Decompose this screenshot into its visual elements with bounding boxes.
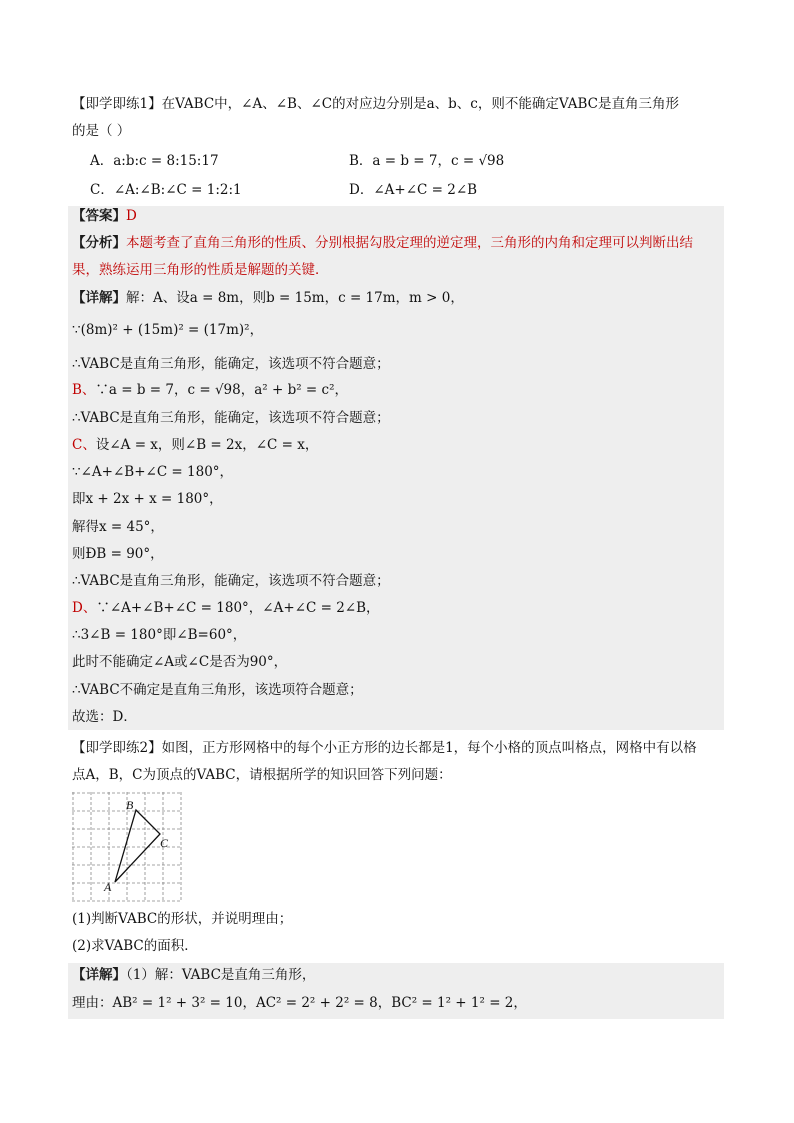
solution-line-08: 即x + 2x + x = 180°， (72, 491, 223, 507)
solution-line-15: ∴VABC不确定是直角三角形，该选项符合题意； (72, 682, 363, 698)
vertex-label-b: B (126, 798, 134, 812)
vertex-label-a: A (104, 880, 112, 894)
question2-line2: 点A，B，C为顶点的VABC，请根据所学的知识回答下列问题： (72, 767, 452, 783)
solution-line-02: ∵(8m)² + (15m)² = (17m)²， (72, 322, 264, 338)
option-d: D．∠A+∠C = 2∠B (349, 182, 478, 198)
solution-line-05: ∴VABC是直角三角形，能确定，该选项不符合题意； (72, 410, 390, 426)
case-d-label: D、 (72, 600, 97, 616)
analysis-tag: 【分析】 (72, 235, 126, 251)
triangle-abc (115, 810, 160, 882)
answer-value: D (126, 208, 137, 224)
question2-line1: 【即学即练2】如图，正方形网格中的每个小正方形的边长都是1，每个小格的顶点叫格点，网格中有以格 (72, 740, 697, 756)
case-b-text: ∵a = b = 7，c = √98，a² + b² = c²， (95, 382, 348, 398)
option-a: A．a:b:c = 8:15:17 (90, 153, 219, 169)
solution-line-13: ∴3∠B = 180°即∠B=60°， (72, 627, 247, 643)
analysis-line2: 果，熟练运用三角形的性质是解题的关键． (72, 262, 329, 278)
solution-line-11: ∴VABC是直角三角形，能确定，该选项不符合题意； (72, 573, 390, 589)
answer-line (72, 206, 137, 226)
solution-line-06 (72, 435, 318, 455)
solution2-line2: 理由：AB² = 1² + 3² = 10，AC² = 2² + 2² = 8，BC² = 1² + 1² = 2， (72, 995, 527, 1011)
case-c-text: 设∠A = x，则∠B = 2x，∠C = x， (95, 437, 319, 453)
solution-line-14: 此时不能确定∠A或∠C是否为90°， (72, 654, 288, 670)
detail-line (72, 288, 464, 308)
solution-line-12 (72, 598, 380, 618)
detail2-tag: 【详解】 (72, 967, 126, 983)
answer-tag: 【答案】 (72, 208, 126, 224)
solution-line-03: ∴VABC是直角三角形，能确定，该选项不符合题意； (72, 356, 390, 372)
analysis-line1 (72, 233, 693, 253)
question2-sub2: (2)求VABC的面积． (72, 938, 198, 954)
solution-line-09: 解得x = 45°， (72, 519, 164, 535)
solution-line-04 (72, 380, 348, 400)
question2-sub1: (1)判断VABC的形状，并说明理由； (72, 911, 293, 927)
solution2-text1: （1）解：VABC是直角三角形， (126, 967, 316, 983)
option-c: C．∠A:∠B:∠C = 1:2:1 (90, 182, 242, 198)
detail-tag: 【详解】 (72, 290, 126, 306)
solution-line-16: 故选：D． (72, 709, 137, 725)
option-b: B．a = b = 7，c = √98 (349, 153, 505, 169)
case-c-label: C、 (72, 437, 96, 453)
detail-text: 解：A、设a = 8m，则b = 15m，c = 17m，m > 0， (126, 290, 464, 306)
vertex-label-c: C (160, 836, 169, 850)
solution-line-07: ∵∠A+∠B+∠C = 180°， (72, 464, 234, 480)
analysis-text1: 本题考查了直角三角形的性质、分别根据勾股定理的逆定理，三角形的内角和定理可以判断出结 (126, 235, 693, 251)
grid-triangle-figure (72, 792, 184, 906)
question1-line1: 【即学即练1】在VABC中，∠A、∠B、∠C的对应边分别是a、b、c，则不能确定VABC是直角三角形 (72, 96, 679, 112)
question1-line2: 的是（ ） (72, 123, 131, 139)
solution2-line1 (72, 965, 315, 985)
solution-line-10: 则ÐB = 90°， (72, 546, 164, 562)
case-d-text: ∵∠A+∠B+∠C = 180°，∠A+∠C = 2∠B， (96, 600, 380, 616)
case-b-label: B、 (72, 382, 96, 398)
